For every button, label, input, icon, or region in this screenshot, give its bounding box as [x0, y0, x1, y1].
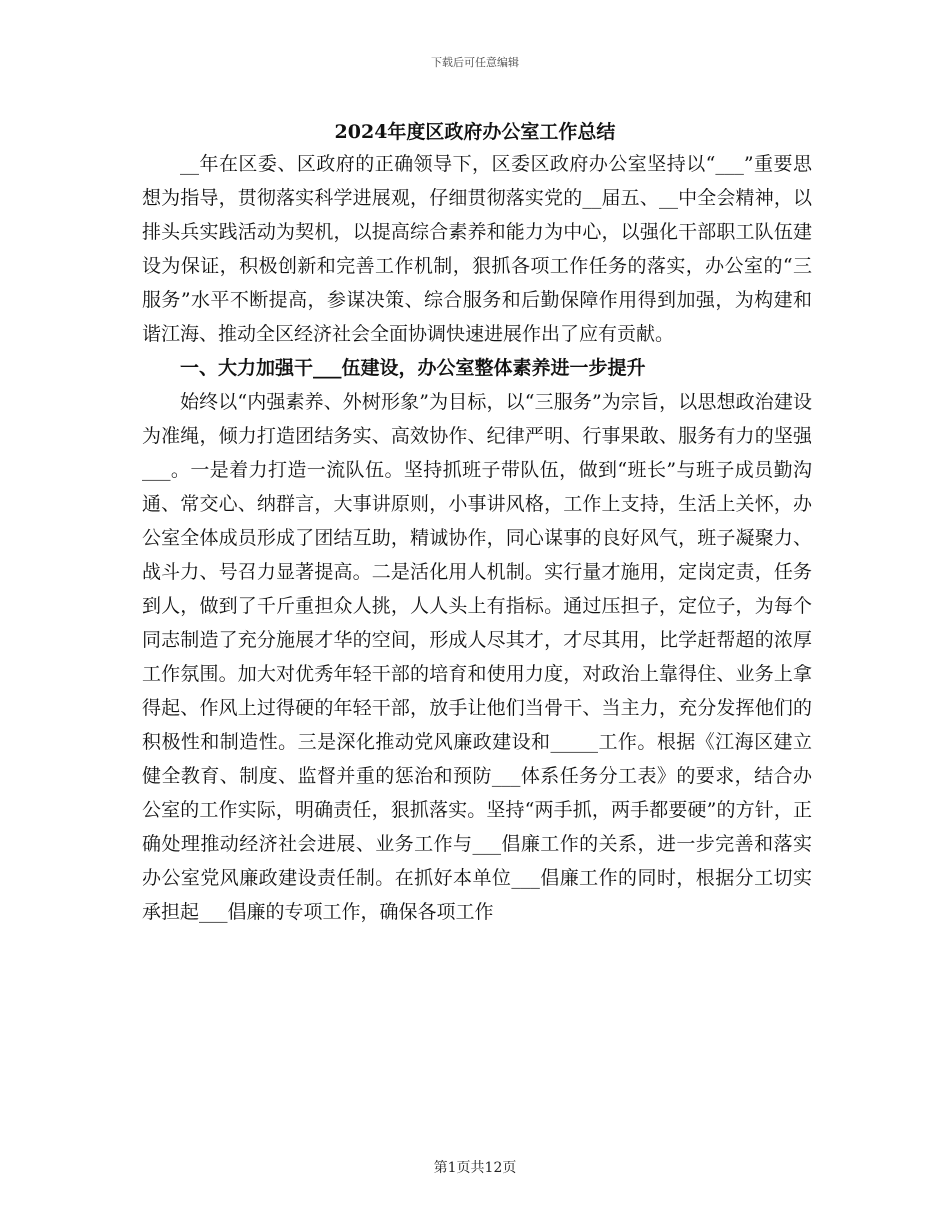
section-heading: 一、大力加强干___伍建设，办公室整体素养进一步提升: [180, 357, 646, 379]
intro-paragraph: __年在区委、区政府的正确领导下，区委区政府办公室坚持以“___”重要思想为指导，贯彻落实科学进展观，仔细贯彻落实党的__届五、__中全会精神，以排头兵实践活动为契机，以提高综合素养和能力为中心，以强化干部职工队伍建设为保证，积极创新和完善工作机制，狠抓各项工作任务的落实，办公室的“三服务”水平不断提高，参谋决策、综合服务和后勤保障作用得到加强，为构建和谐江海、推动全区经济社会全面协调快速进展作出了应有贡献。: [142, 153, 812, 345]
document-title: 2024年度区政府办公室工作总结: [334, 121, 616, 143]
document-body: [142, 147, 812, 929]
section-paragraph: 始终以“内强素养、外树形象”为目标，以“三服务”为宗旨，以思想政治建设为准绳，倾力打造团结务实、高效协作、纪律严明、行事果敢、服务有力的坚强___。一是着力打造一流队伍。坚持抓班子带队伍，做到“班长”与班子成员勤沟通、常交心、纳群言，大事讲原则，小事讲风格，工作上支持，生活上关怀，办公室全体成员形成了团结互助，精诚协作，同心谋事的良好风气，班子凝聚力、战斗力、号召力显著提高。二是活化用人机制。实行量才施用，定岗定责，任务到人，做到了千斤重担众人挑，人人头上有指标。通过压担子，定位子，为每个同志制造了充分施展才华的空间，形成人尽其才，才尽其用，比学赶帮超的浓厚工作氛围。加大对优秀年轻干部的培育和使用力度，对政治上靠得住、业务上拿得起、作风上过得硬的年轻干部，放手让他们当骨干、当主力，充分发挥他们的积极性和制造性。三是深化推动党风廉政建设和_____工作。根据《江海区建立健全教育、制度、监督并重的惩治和预防___体系任务分工表》的要求，结合办公室的工作实际，明确责任，狠抓落实。坚持“两手抓，两手都要硬”的方针，正确处理推动经济社会进展、业务工作与___倡廉工作的关系，进一步完善和落实办公室党风廉政建设责任制。在抓好本单位___倡廉工作的同时，根据分工切实承担起___倡廉的专项工作，确保各项工作: [142, 391, 812, 923]
page-footer: 第1页共12页: [433, 1160, 517, 1176]
header-note: 下载后可任意编辑: [431, 56, 519, 69]
